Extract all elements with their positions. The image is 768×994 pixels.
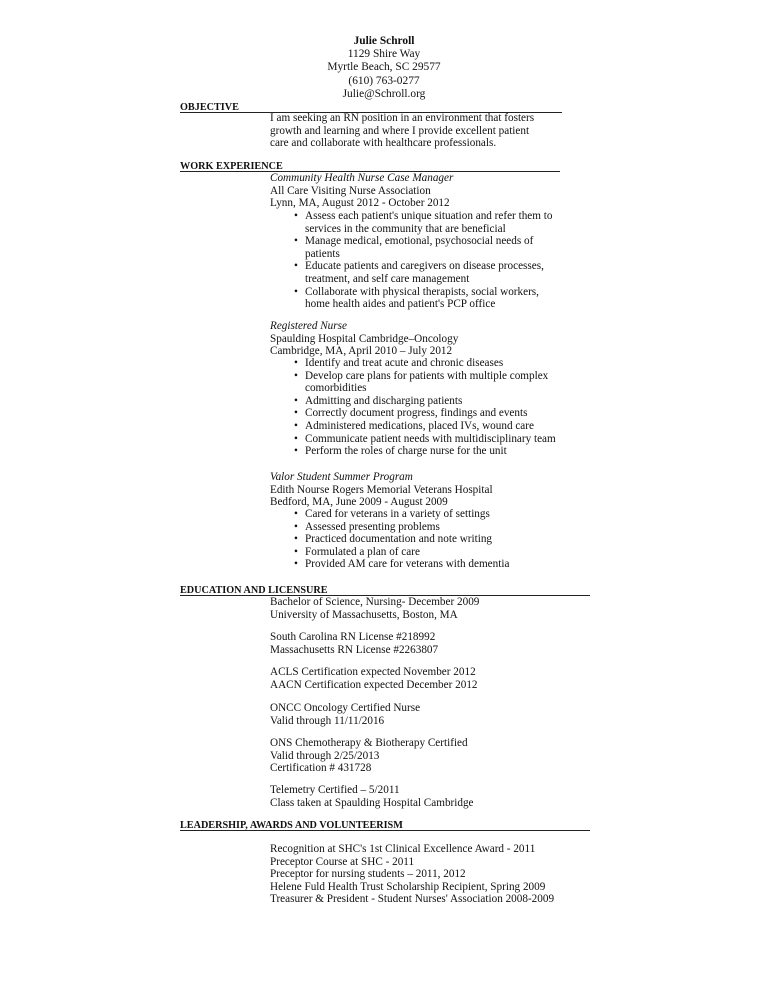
leadership-line: Preceptor Course at SHC - 2011 xyxy=(270,855,415,868)
objective-heading: OBJECTIVE xyxy=(180,102,239,113)
job-title: Community Health Nurse Case Manager xyxy=(270,172,454,184)
job-3-header xyxy=(270,471,493,509)
list-item-text: home health aides and patient's PCP office xyxy=(305,298,496,311)
list-item-text: • Assess each patient's unique situation and refer them to xyxy=(305,210,553,222)
list-item-text: • Perform the roles of charge nurse for the unit xyxy=(305,445,507,458)
list-item xyxy=(294,558,509,571)
job-2-header xyxy=(270,320,458,358)
list-item-text: • Provided AM care for veterans with dementia xyxy=(305,558,510,571)
list-item xyxy=(294,533,509,546)
list-item xyxy=(294,508,509,521)
list-item xyxy=(294,370,556,395)
list-item-text: • Cared for veterans in a variety of settings xyxy=(305,508,490,520)
list-item-text: • Communicate patient needs with multidisciplinary team xyxy=(305,432,556,445)
objective-line: I am seeking an RN position in an environment that fosters xyxy=(270,112,535,124)
job-title: Valor Student Summer Program xyxy=(270,471,413,483)
list-item-text: • Administered medications, placed IVs, wound care xyxy=(305,419,534,432)
list-item xyxy=(294,260,552,285)
address-line: 1129 Shire Way xyxy=(347,48,421,61)
education-line: Valid through 2/25/2013 xyxy=(270,749,380,762)
list-item-text: treatment, and self care management xyxy=(305,272,470,285)
objective-text xyxy=(270,112,534,150)
email-line: Julie@Schroll.org xyxy=(342,87,426,100)
leadership-list xyxy=(270,843,554,906)
education-line: AACN Certification expected December 2012 xyxy=(270,678,478,691)
list-item xyxy=(294,210,552,235)
job-employer: Edith Nourse Rogers Memorial Veterans Hospital xyxy=(270,483,493,496)
list-item xyxy=(294,395,556,408)
list-item-text: • Identify and treat acute and chronic diseases xyxy=(305,357,504,369)
phone-line: (610) 763-0277 xyxy=(348,74,420,87)
education-line: Valid through 11/11/2016 xyxy=(270,714,385,727)
list-item xyxy=(294,357,556,370)
job-1-duties xyxy=(294,210,552,311)
education-heading: EDUCATION AND LICENSURE xyxy=(180,585,328,596)
job-2-duties xyxy=(294,357,556,458)
list-item-text: • Manage medical, emotional, psychosocial needs of xyxy=(305,235,534,248)
list-item-text: • Practiced documentation and note writing xyxy=(305,533,493,546)
list-item-text: • Develop care plans for patients with multiple complex xyxy=(305,369,549,382)
list-item-text: patients xyxy=(305,247,340,260)
job-3-duties xyxy=(294,508,509,571)
job-location-dates: Bedford, MA, June 2009 - August 2009 xyxy=(270,496,448,509)
job-employer: Spaulding Hospital Cambridge–Oncology xyxy=(270,332,459,345)
list-item xyxy=(294,286,552,311)
job-location-dates: Cambridge, MA, April 2010 – July 2012 xyxy=(270,345,453,358)
list-item-text: • Correctly document progress, findings and events xyxy=(305,407,528,420)
certification-group xyxy=(270,737,468,775)
list-item-text: • Formulated a plan of care xyxy=(305,545,420,558)
certification-group xyxy=(270,702,420,727)
list-item xyxy=(294,407,556,420)
leadership-line: Treasurer & President - Student Nurses' Association 2008-2009 xyxy=(270,893,555,906)
list-item xyxy=(294,420,556,433)
list-item xyxy=(294,235,552,260)
education-line: South Carolina RN License #218992 xyxy=(270,631,436,643)
certification-group xyxy=(270,784,474,809)
education-line: University of Massachusetts, Boston, MA xyxy=(270,608,458,621)
objective-line: care and collaborate with healthcare professionals. xyxy=(270,137,497,150)
city-line: Myrtle Beach, SC 29577 xyxy=(327,61,441,74)
list-item xyxy=(294,521,509,534)
certification-group xyxy=(270,666,478,691)
education-line: Massachusetts RN License #2263807 xyxy=(270,643,439,656)
education-line: Class taken at Spaulding Hospital Cambridge xyxy=(270,796,474,809)
leadership-rule xyxy=(180,830,590,831)
applicant-name: Julie Schroll xyxy=(353,35,415,47)
list-item-text: • Educate patients and caregivers on disease processes, xyxy=(305,260,544,273)
education-line: Telemetry Certified – 5/2011 xyxy=(270,784,400,796)
list-item-text: services in the community that are beneficial xyxy=(305,222,506,235)
list-item-text: • Collaborate with physical therapists, social workers, xyxy=(305,285,539,298)
list-item xyxy=(294,433,556,446)
list-item xyxy=(294,445,556,458)
work-experience-heading: WORK EXPERIENCE xyxy=(180,161,283,172)
job-title: Registered Nurse xyxy=(270,320,347,332)
list-item-text: comorbidities xyxy=(305,382,367,395)
leadership-line: Recognition at SHC's 1st Clinical Excellence Award - 2011 xyxy=(270,843,536,855)
education-line: ONCC Oncology Certified Nurse xyxy=(270,702,421,714)
contact-header xyxy=(264,35,504,101)
job-employer: All Care Visiting Nurse Association xyxy=(270,184,431,197)
license-group xyxy=(270,631,438,656)
leadership-heading: LEADERSHIP, AWARDS AND VOLUNTEERISM xyxy=(180,820,403,831)
list-item xyxy=(294,546,509,559)
list-item-text: • Assessed presenting problems xyxy=(305,520,440,533)
education-line: Bachelor of Science, Nursing- December 2009 xyxy=(270,596,480,608)
leadership-line: Preceptor for nursing students – 2011, 2012 xyxy=(270,868,466,881)
education-line: ONS Chemotherapy & Biotherapy Certified xyxy=(270,737,468,749)
objective-line: growth and learning and where I provide excellent patient xyxy=(270,124,530,137)
job-1-header xyxy=(270,172,453,210)
education-line: ACLS Certification expected November 2012 xyxy=(270,666,476,678)
education-group xyxy=(270,596,479,621)
list-item-text: • Admitting and discharging patients xyxy=(305,394,463,407)
education-line: Certification # 431728 xyxy=(270,762,372,775)
job-location-dates: Lynn, MA, August 2012 - October 2012 xyxy=(270,197,450,210)
leadership-line: Helene Fuld Health Trust Scholarship Recipient, Spring 2009 xyxy=(270,880,546,893)
